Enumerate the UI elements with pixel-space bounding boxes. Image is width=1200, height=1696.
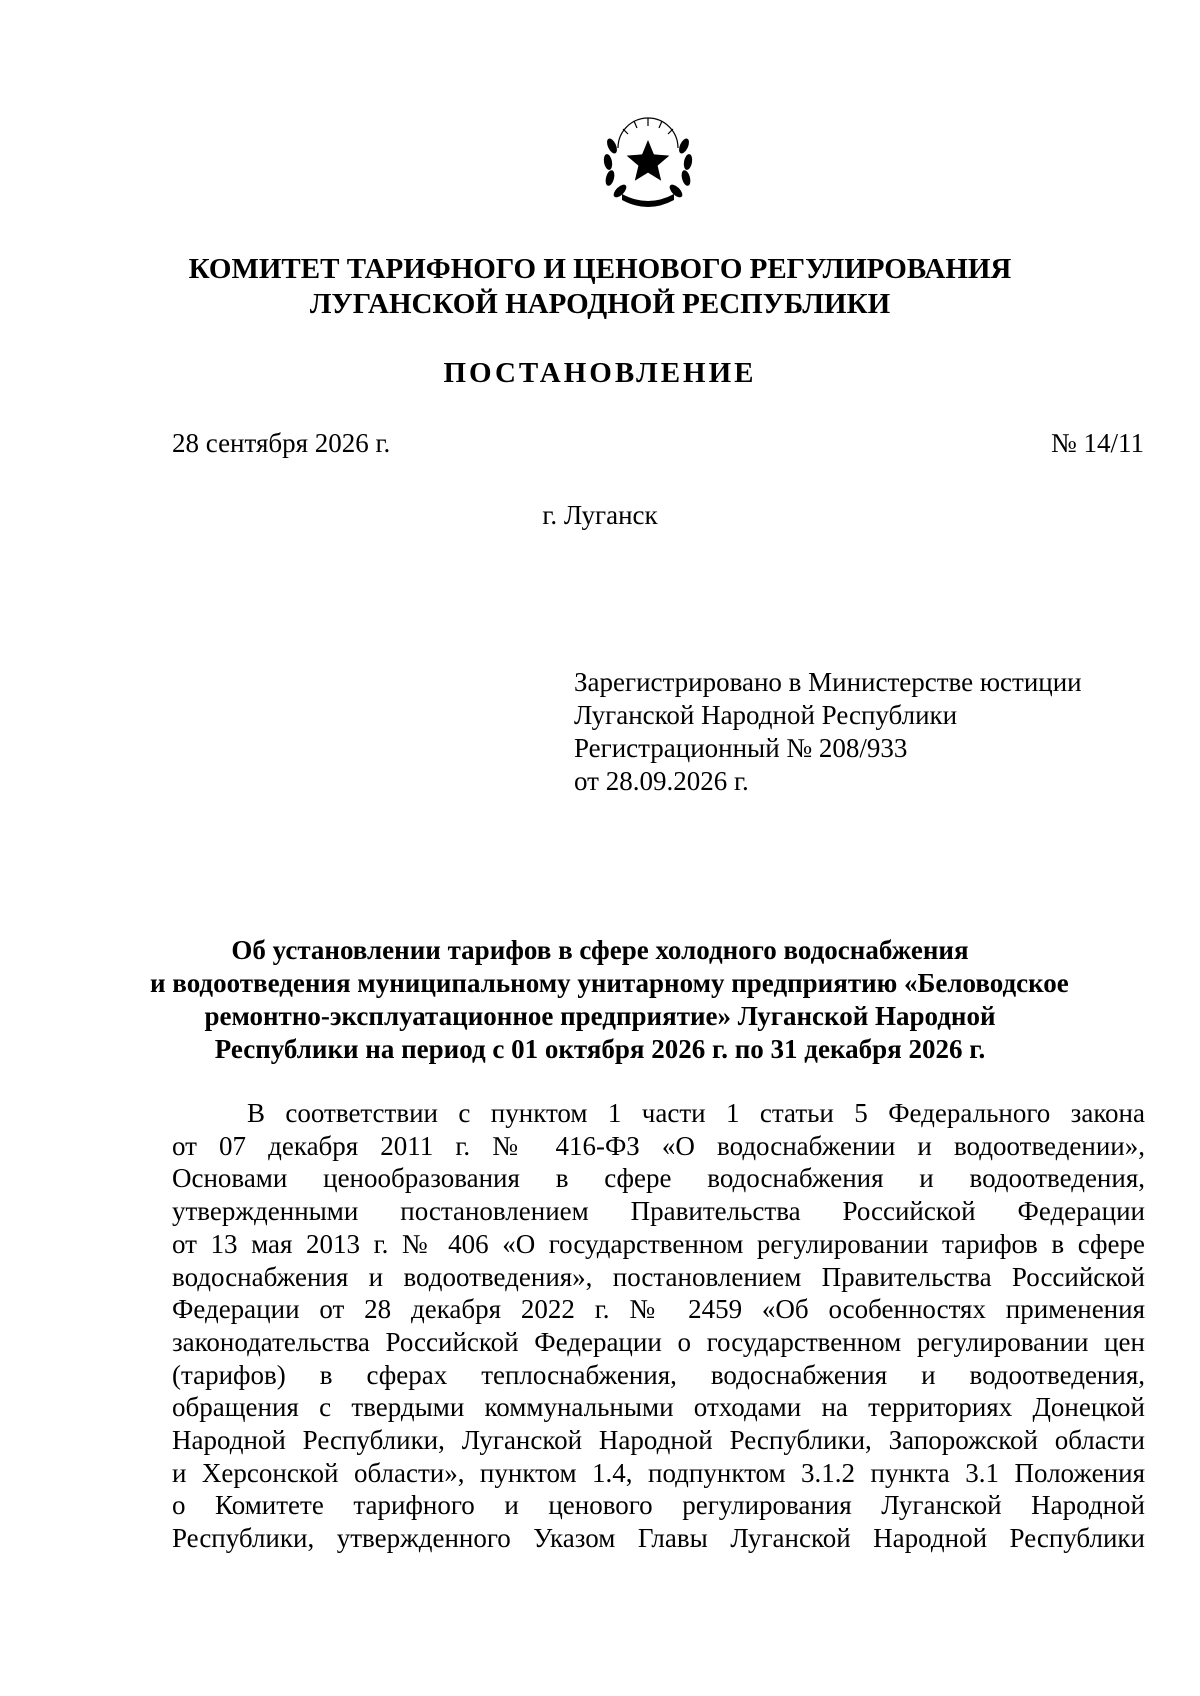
body-line: В соответствии с пунктом 1 части 1 статьи 5 Федерального закона [247, 1098, 1145, 1128]
registration-line: Зарегистрировано в Министерстве юстиции [574, 667, 1082, 697]
document-number: № 14/11 [1050, 428, 1144, 458]
document-city: г. Луганск [542, 500, 658, 530]
org-name-line-2: ЛУГАНСКОЙ НАРОДНОЙ РЕСПУБЛИКИ [309, 288, 891, 320]
body-line: о Комитете тарифного и ценового регулирования Луганской Народной [172, 1490, 1145, 1521]
org-name-line-1: КОМИТЕТ ТАРИФНОГО И ЦЕНОВОГО РЕГУЛИРОВАНИЯ [188, 253, 1012, 285]
body-line: (тарифов) в сферах теплоснабжения, водоснабжения и водоотведения, [172, 1359, 1145, 1390]
body-line: от 13 мая 2013 г. № 406 «О государственном регулировании тарифов в сфере [172, 1228, 1145, 1259]
organization-name [0, 252, 1200, 322]
title-line: и водоотведения муниципальному унитарному предприятию «Беловодское [150, 968, 1069, 998]
title-line: Об установлении тарифов в сфере холодного водоснабжения [231, 935, 969, 965]
document-title [150, 934, 1069, 1066]
body-line: Федерации от 28 декабря 2022 г. № 2459 «Об особенностях применения [172, 1294, 1145, 1325]
registration-line: Регистрационный № 208/933 [574, 733, 908, 763]
body-line: от 07 декабря 2011 г. № 416-ФЗ «О водоснабжении и водоотведении», [172, 1130, 1145, 1161]
body-line: законодательства Российской Федерации о государственном регулировании цен [172, 1326, 1145, 1357]
body-line: Основами ценообразования в сфере водоснабжения и водоотведения, [172, 1163, 1145, 1194]
document-date: 28 сентября 2026 г. [172, 428, 391, 458]
body-line: утвержденными постановлением Правительства Российской Федерации [172, 1196, 1145, 1227]
title-line: Республики на период с 01 октября 2026 г. по 31 декабря 2026 г. [214, 1034, 986, 1064]
document-type: ПОСТАНОВЛЕНИЕ [443, 357, 757, 389]
title-line: ремонтно-эксплуатационное предприятие» Луганской Народной [204, 1001, 996, 1031]
body-line: водоснабжения и водоотведения», постановлением Правительства Российской [172, 1261, 1145, 1292]
body-paragraph [172, 1097, 1145, 1555]
body-line: Народной Республики, Луганской Народной Республики, Запорожской области [172, 1425, 1145, 1456]
registration-stamp [574, 666, 1082, 798]
body-line: Республики, утвержденного Указом Главы Луганской Народной Республики [172, 1523, 1145, 1554]
registration-line: Луганской Народной Республики [574, 700, 958, 730]
body-line: и Херсонской области», пунктом 1.4, подпунктом 3.1.2 пункта 3.1 Положения [172, 1457, 1145, 1488]
body-line: обращения с твердыми коммунальными отходами на территориях Донецкой [172, 1392, 1145, 1423]
registration-line: от 28.09.2026 г. [574, 766, 749, 796]
coat-of-arms-icon [596, 112, 700, 208]
